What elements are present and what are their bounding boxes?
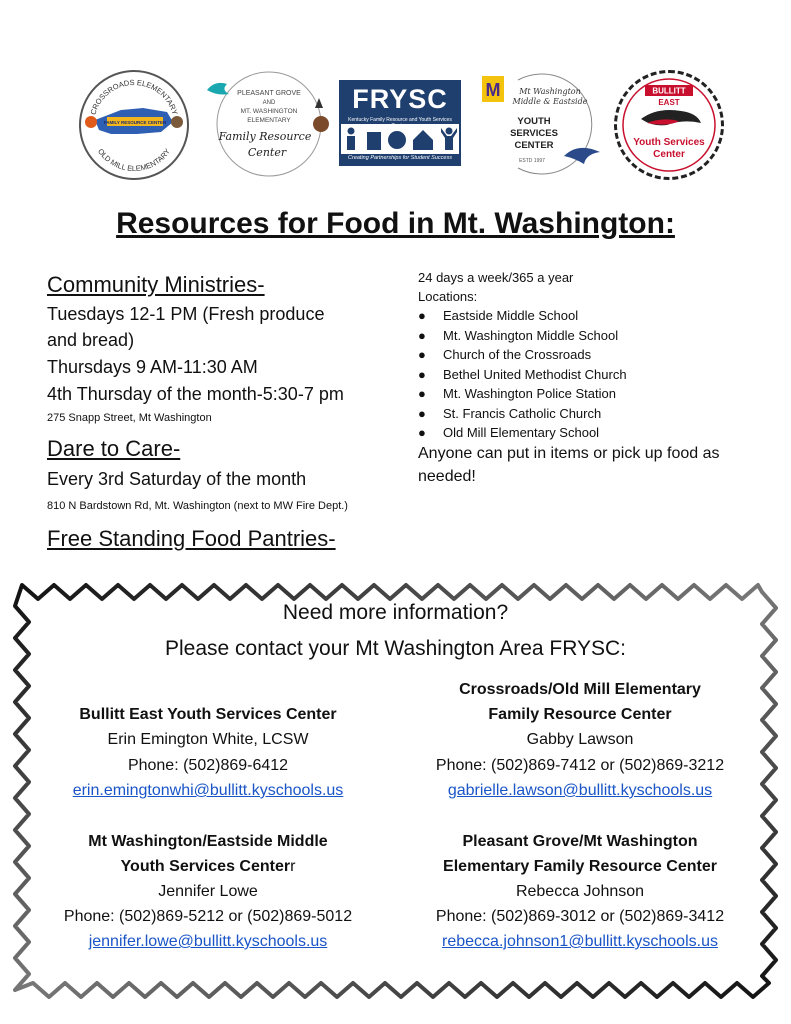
mascot-right-icon [171,116,183,128]
mw-eastside-center-name1: Mt Washington/Eastside Middle [88,833,328,850]
bullitt-east-email-link[interactable]: erin.emingtonwhi@bullitt.kyschools.us [72,782,344,799]
bullitt-east-phone: Phone: (502)869-6412 [127,757,289,774]
pleasant-grove-center-name2: Elementary Family Resource Center [443,858,717,875]
crossroads-logo [79,70,189,180]
pg-line3: MT. WASHINGTON [240,108,298,115]
frysc-title: FRYSC [352,84,448,114]
location-label: Old Mill Elementary School [443,425,600,440]
crossroads-center-name1: Crossroads/Old Mill Elementary [459,681,701,698]
crossroads-top-text: CROSSROADS ELEMENTARY [88,77,180,116]
list-item [418,404,627,424]
list-item [418,306,627,326]
location-label: Bethel United Methodist Church [443,366,627,382]
bullet-icon: ● [418,405,426,421]
be-line3: Youth Services [633,137,705,148]
dare-to-care-heading: Dare to Care- [47,436,181,461]
pg-line4: ELEMENTARY [247,117,291,124]
bullitt-east-logo [614,70,724,180]
mw-line2: SERVICES [510,128,558,139]
pantry-note-line2: needed! [418,468,476,485]
person-icon [348,128,355,135]
pleasant-grove-phone: Phone: (502)869-3012 or (502)869-3412 [435,908,725,925]
location-label: Church of the Crossroads [443,347,592,362]
location-label: St. Francis Catholic Church [443,405,602,421]
pg-script1: Family Resource [218,130,312,143]
frysc-icon-strip [341,124,459,154]
dare-line1: Every 3rd Saturday of the month [47,469,307,489]
list-item [418,384,627,404]
mw-eastside-phone: Phone: (502)869-5212 or (502)869-5012 [63,908,353,925]
page-title: Resources for Food in Mt. Washington: [116,207,675,240]
list-item [418,345,627,365]
bullet-icon: ● [418,327,426,343]
location-label: Mt. Washington Police Station [443,386,616,401]
crossroads-banner-text: FAMILY RESOURCE CENTER [103,120,167,125]
dolphin-icon [207,83,229,95]
mw-line3: CENTER [514,140,554,151]
handshake-icon [388,131,406,149]
crossroads-person: Gabby Lawson [526,731,634,748]
mw-eastside-center-name2-row [38,858,378,876]
crossroads-phone: Phone: (502)869-7412 or (502)869-3212 [435,757,725,774]
food-pantries-heading: Free Standing Food Pantries- [47,526,336,551]
mw-eastside-center-name2-tail: r [290,858,296,875]
frysc-tagline: Creating Partnerships for Student Success [348,155,452,161]
pg-line2: AND [262,100,276,106]
bullet-icon: ● [418,308,426,323]
mw-eastside-logo [478,70,602,178]
pleasant-grove-person: Rebecca Johnson [515,883,645,900]
list-item [418,326,627,346]
community-line4: 4th Thursday of the month-5:30-7 pm [47,384,344,404]
mw-m-glyph: M [485,80,501,100]
pg-script2: Center [247,146,287,159]
be-line2: EAST [658,98,680,107]
pantry-hours: 24 days a week/365 a year [418,270,574,285]
classroom-icon [367,132,381,150]
locations-label: Locations: [418,289,478,304]
pleasant-grove-logo [205,68,333,180]
warrior-mascot-icon [313,116,329,132]
be-line4: Center [653,149,685,160]
bullet-icon: ● [418,366,426,382]
location-label: Mt. Washington Middle School [443,327,619,343]
location-label: Eastside Middle School [443,308,579,323]
mw-eastside-center-name2: Youth Services Center [120,858,291,875]
community-line3: Thursdays 9 AM-11:30 AM [47,357,258,377]
list-item [418,365,627,385]
eagle-icon [564,148,600,164]
home-icon [413,130,433,150]
crossroads-center-name2: Family Resource Center [488,706,672,723]
mw-script2: Middle & Eastside [512,97,588,106]
dare-address: 810 N Bardstown Rd, Mt. Washington (next to MW Fire Dept.) [47,500,348,512]
pleasant-grove-ring [217,72,321,176]
pleasant-grove-email-link[interactable]: rebecca.johnson1@bullitt.kyschools.us [442,933,718,950]
cheer-person-icon [446,128,453,135]
pg-line1: PLEASANT GROVE [237,90,301,97]
bullet-icon: ● [418,347,426,362]
bullitt-east-center-name: Bullitt East Youth Services Center [79,706,337,723]
mw-est: ESTD 1997 [519,158,545,164]
mw-line1: YOUTH [517,116,551,127]
crossroads-email-link[interactable]: gabrielle.lawson@bullitt.kyschools.us [447,782,713,799]
community-line2: and bread) [47,330,135,350]
be-line1: BULLITT [652,86,686,96]
frysc-logo [339,80,461,166]
mw-eastside-person: Jennifer Lowe [158,883,258,900]
mw-eastside-email-link[interactable]: jennifer.lowe@bullitt.kyschools.us [88,933,328,950]
community-ministries-heading: Community Ministries- [47,272,265,297]
frysc-subtitle: Kentucky Family Resource and Youth Services [348,117,452,123]
bullet-icon: ● [418,425,426,440]
crossroads-bottom-text: OLD MILL ELEMENTARY [96,146,172,174]
mw-script1: Mt Washington [519,87,581,96]
pantry-note-line1: Anyone can put in items or pick up food as [418,445,720,462]
contact-heading2: Please contact your Mt Washington Area FRYSC: [164,637,627,660]
pantry-note [418,442,720,488]
locations-list [418,306,627,443]
pleasant-grove-center-name1: Pleasant Grove/Mt Washington [462,833,698,850]
bullitt-east-person: Erin Emington White, LCSW [107,731,309,748]
community-line1: Tuesdays 12-1 PM (Fresh produce [47,304,325,324]
person-body-icon [347,136,355,150]
mascot-left-icon [85,116,97,128]
bullet-icon: ● [418,386,426,401]
community-address: 275 Snapp Street, Mt Washington [47,412,212,424]
list-item [418,423,627,443]
contact-heading1: Need more information? [282,601,509,624]
